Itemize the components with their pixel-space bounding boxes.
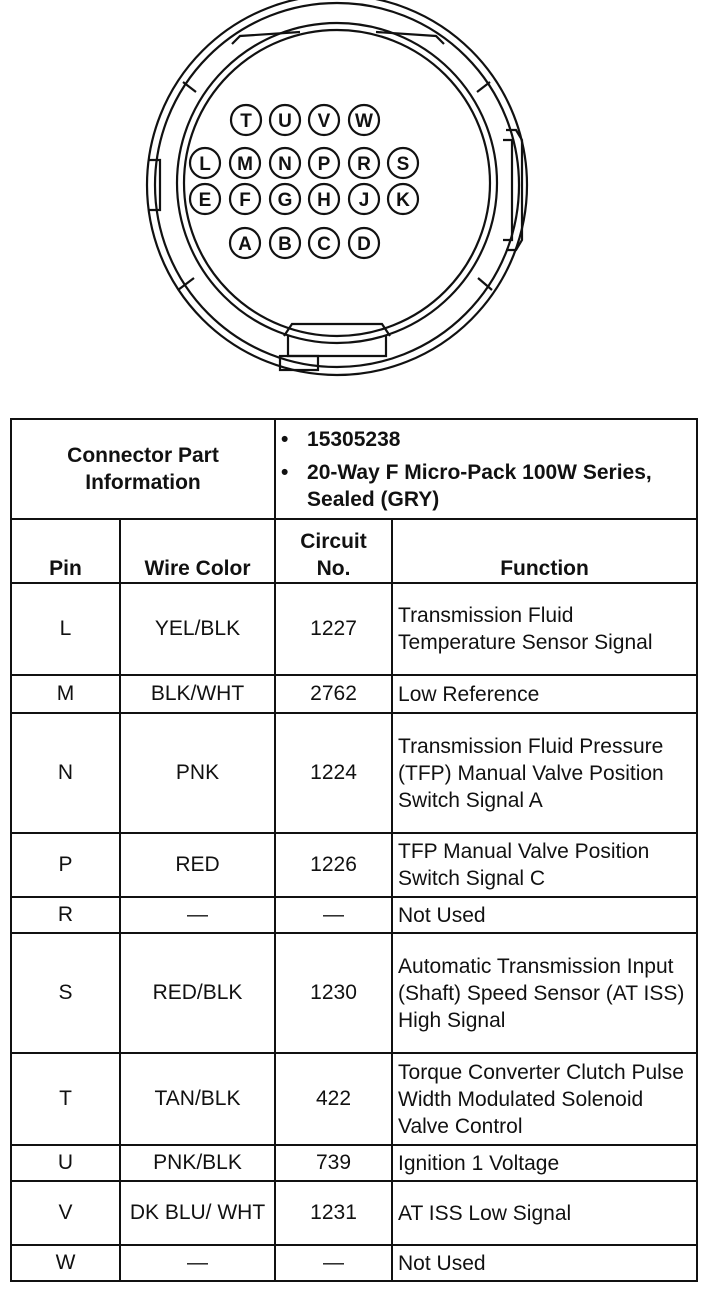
pin-label: L <box>199 154 211 175</box>
function-cell: Automatic Transmission Input (Shaft) Speed Sensor (AT ISS) High Signal <box>392 933 697 1053</box>
table-row <box>11 833 697 897</box>
pin-g <box>270 184 300 214</box>
connector-info-list <box>275 419 697 519</box>
pin-m <box>230 148 260 178</box>
table-row <box>11 713 697 833</box>
pin-label: S <box>396 154 410 175</box>
function-cell: Not Used <box>392 897 697 933</box>
table-row <box>11 583 697 675</box>
connector-info-row <box>11 419 697 519</box>
pin-j <box>349 184 379 214</box>
wire-color-cell: BLK/WHT <box>120 675 275 713</box>
pin-b <box>270 228 300 258</box>
circuit-cell: 1230 <box>275 933 392 1053</box>
wire-color-cell: RED <box>120 833 275 897</box>
pin-n <box>270 148 300 178</box>
pin-a <box>230 228 260 258</box>
connector-pin-array <box>190 105 418 258</box>
circuit-cell: 2762 <box>275 675 392 713</box>
circuit-cell: 1226 <box>275 833 392 897</box>
wire-color-cell: PNK <box>120 713 275 833</box>
pin-cell: M <box>11 675 120 713</box>
connector-face-diagram <box>0 0 704 400</box>
pin-label: B <box>278 234 292 255</box>
function-cell: Torque Converter Clutch Pulse Width Modulated Solenoid Valve Control <box>392 1053 697 1145</box>
pin-header: Pin <box>11 519 120 583</box>
pin-r <box>349 148 379 178</box>
pin-d <box>349 228 379 258</box>
wire-color-cell: TAN/BLK <box>120 1053 275 1145</box>
circuit-cell: 1227 <box>275 583 392 675</box>
circuit-cell: 739 <box>275 1145 392 1181</box>
wire-color-cell: — <box>120 897 275 933</box>
wire-color-cell: YEL/BLK <box>120 583 275 675</box>
pin-rows <box>11 583 697 1281</box>
wire-color-cell: PNK/BLK <box>120 1145 275 1181</box>
connector-pin-table <box>10 418 698 1282</box>
circuit-cell: 1224 <box>275 713 392 833</box>
pin-label: A <box>238 234 252 255</box>
pin-label: K <box>396 190 410 211</box>
pin-s <box>388 148 418 178</box>
pin-cell: P <box>11 833 120 897</box>
pin-f <box>230 184 260 214</box>
function-cell: Not Used <box>392 1245 697 1281</box>
circuit-cell: — <box>275 1245 392 1281</box>
wire-color-header: Wire Color <box>120 519 275 583</box>
pin-h <box>309 184 339 214</box>
pin-label: U <box>278 111 292 132</box>
pin-p <box>309 148 339 178</box>
pin-label: R <box>357 154 371 175</box>
pin-label: F <box>239 190 251 211</box>
function-cell: Transmission Fluid Pressure (TFP) Manual Valve Position Switch Signal A <box>392 713 697 833</box>
pin-cell: L <box>11 583 120 675</box>
pin-cell: T <box>11 1053 120 1145</box>
pin-c <box>309 228 339 258</box>
wire-color-cell: — <box>120 1245 275 1281</box>
pin-cell: N <box>11 713 120 833</box>
pin-label: H <box>317 190 331 211</box>
function-cell: Low Reference <box>392 675 697 713</box>
pin-label: G <box>277 190 293 211</box>
column-header-row <box>11 519 697 583</box>
function-cell: Ignition 1 Voltage <box>392 1145 697 1181</box>
table-row <box>11 1245 697 1281</box>
pin-w <box>349 105 379 135</box>
pin-label: C <box>317 234 331 255</box>
pin-e <box>190 184 220 214</box>
table-row <box>11 933 697 1053</box>
pin-label: E <box>198 190 212 211</box>
pin-label: V <box>317 111 331 132</box>
connector-info-label: Connector Part Information <box>11 419 275 519</box>
function-header: Function <box>392 519 697 583</box>
pin-cell: R <box>11 897 120 933</box>
pin-cell: S <box>11 933 120 1053</box>
pin-label: M <box>237 154 253 175</box>
pin-cell: U <box>11 1145 120 1181</box>
table-row <box>11 1053 697 1145</box>
pin-label: J <box>358 190 370 211</box>
pin-cell: V <box>11 1181 120 1245</box>
table-row <box>11 675 697 713</box>
pin-l <box>190 148 220 178</box>
circuit-cell: — <box>275 897 392 933</box>
pin-k <box>388 184 418 214</box>
part-number: • 15305238 <box>281 426 691 453</box>
function-cell: TFP Manual Valve Position Switch Signal C <box>392 833 697 897</box>
table-row <box>11 897 697 933</box>
circuit-cell: 422 <box>275 1053 392 1145</box>
pin-label: W <box>355 111 373 132</box>
pin-u <box>270 105 300 135</box>
pin-v <box>309 105 339 135</box>
table-row <box>11 1181 697 1245</box>
wire-color-cell: RED/BLK <box>120 933 275 1053</box>
function-cell: AT ISS Low Signal <box>392 1181 697 1245</box>
pin-label: T <box>240 111 252 132</box>
pin-label: D <box>357 234 371 255</box>
pin-t <box>231 105 261 135</box>
circuit-cell: 1231 <box>275 1181 392 1245</box>
circuit-header: Circuit No. <box>275 519 392 583</box>
connector-description: • 20-Way F Micro-Pack 100W Series, Sealed (GRY) <box>281 459 691 513</box>
pin-cell: W <box>11 1245 120 1281</box>
wire-color-cell: DK BLU/ WHT <box>120 1181 275 1245</box>
pin-label: P <box>317 154 331 175</box>
table-row <box>11 1145 697 1181</box>
function-cell: Transmission Fluid Temperature Sensor Signal <box>392 583 697 675</box>
pin-label: N <box>278 154 292 175</box>
